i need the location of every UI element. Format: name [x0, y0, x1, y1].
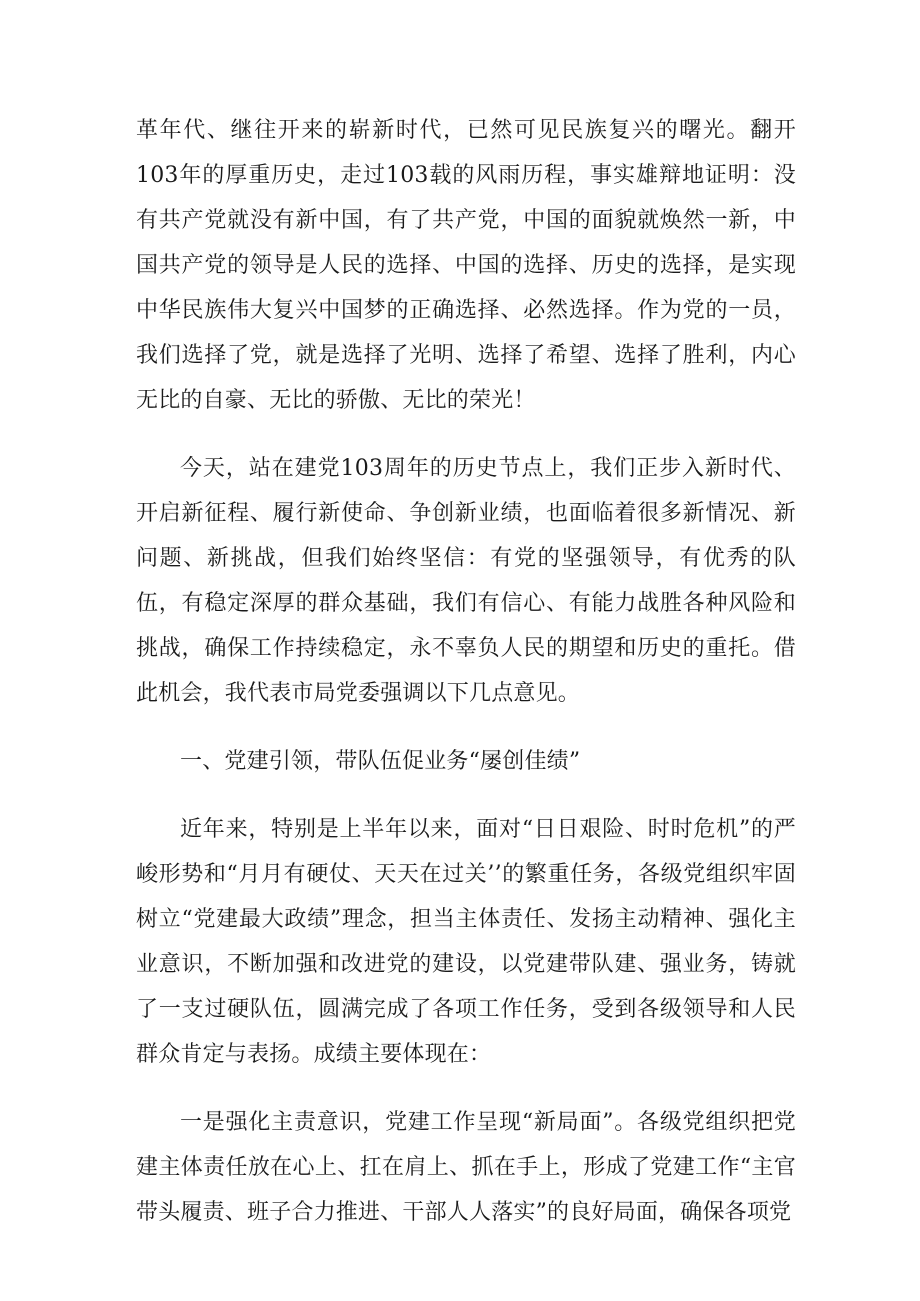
- section-heading-1: 一、党建引领，带队伍促业务“屡创佳绩”: [180, 749, 581, 774]
- paragraph-3: 近年来，特别是上半年以来，面对“日日艰险、时时危机”的严峻形势和“月月有硬仗、天天在过关’’的繁重任务，各级党组织牢固树立“党建最大政绩”理念，担当主体责任、发扬主动精神、强化主业意识，不断加强和改进党的建设，以党建带队建、强业务，铸就了一支过硬队伍，圆满完成了各项工作任务，受到各级领导和人民群众肯定与表扬。成绩主要体现在：: [136, 817, 796, 1067]
- paragraph-2: 今天，站在建党103周年的历史节点上，我们正步入新时代、开启新征程、履行新使命、争创新业绩，也面临着很多新情况、新问题、新挑战，但我们始终坚信：有党的坚强领导，有优秀的队伍，有稳定深厚的群众基础，我们有信心、有能力战胜各种风险和挑战，确保工作持续稳定，永不辜负人民的期望和历史的重托。借此机会，我代表市局党委强调以下几点意见。: [136, 456, 796, 706]
- paragraph-1: 革年代、继往开来的崭新时代，已然可见民族复兴的曙光。翻开103年的厚重历史，走过103载的风雨历程，事实雄辩地证明：没有共产党就没有新中国，有了共产党，中国的面貌就焕然一新，中国共产党的领导是人民的选择、中国的选择、历史的选择，是实现中华民族伟大复兴中国梦的正确选择、必然选择。作为党的一员，我们选择了党，就是选择了光明、选择了希望、选择了胜利，内心无比的自豪、无比的骄傲、无比的荣光！: [136, 118, 796, 413]
- paragraph-4: 一是强化主责意识，党建工作呈现“新局面”。各级党组织把党建主体责任放在心上、扛在肩上、抓在手上，形成了党建工作“主官带头履责、班子合力推进、干部人人落实”的良好局面，确保各项党: [136, 1110, 796, 1225]
- document-body: [136, 108, 796, 1258]
